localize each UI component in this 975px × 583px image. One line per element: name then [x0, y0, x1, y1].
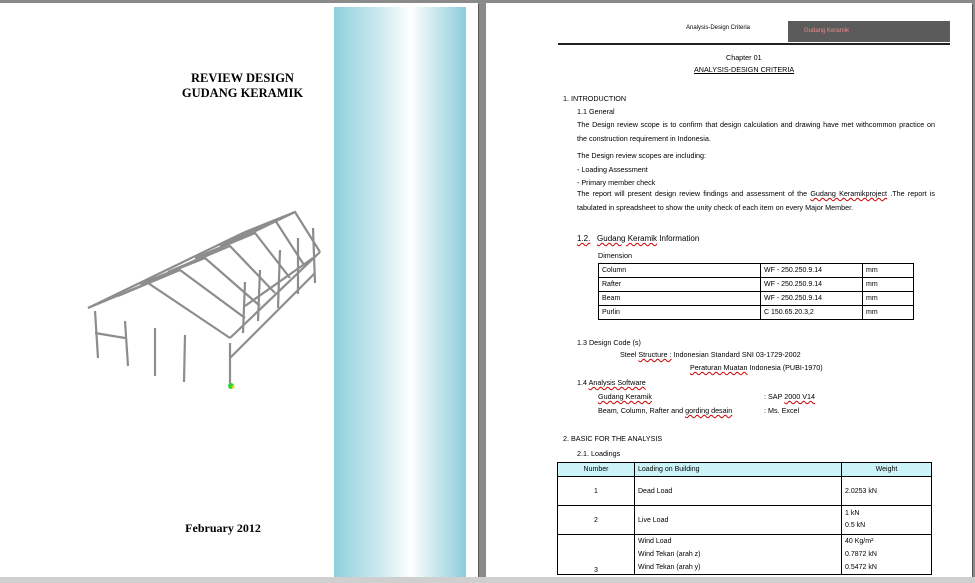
load-weight: 1 kN — [845, 510, 860, 517]
para2-text-b: .The report is tabulated in spreadsheet to show the unity check of each item on every Major Member. — [577, 189, 936, 212]
code-line1-b: Indonesian Standard SNI 03-1729-2002 — [671, 350, 801, 359]
basic-heading: 2. BASIC FOR THE ANALYSIS — [563, 434, 663, 443]
software-row1-label — [598, 392, 652, 401]
table-row — [558, 477, 932, 506]
software-row2-label — [598, 406, 732, 415]
para2-project-name: Gudang Keramikproject — [810, 189, 888, 198]
dim-unit: mm — [863, 264, 914, 278]
dim-unit: mm — [863, 292, 914, 306]
software-row1-version: 2000 V14 — [784, 392, 816, 401]
loadings-table — [557, 462, 932, 575]
dim-name: Beam — [599, 292, 761, 306]
dim-section: WF - 250.250.9.14 — [761, 264, 863, 278]
dim-section: C 150.65.20.3,2 — [761, 306, 863, 320]
intro-heading: 1. INTRODUCTION — [563, 94, 627, 103]
load-weight: 40 Kg/m² — [845, 538, 874, 545]
scopes-intro: The Design review scopes are including: — [577, 151, 707, 160]
scope-item-2: - Primary member check — [577, 178, 656, 187]
info-heading-name: Gudang Keramik — [597, 234, 658, 243]
col-weight-header: Weight — [842, 463, 932, 477]
table-row — [599, 306, 914, 320]
load-number: 3 — [558, 535, 635, 575]
dim-unit: mm — [863, 306, 914, 320]
load-weights — [842, 535, 932, 575]
table-header-row — [558, 463, 932, 477]
cover-title-line1: REVIEW DESIGN — [191, 71, 294, 85]
chapter-number: Chapter 01 — [726, 53, 762, 62]
design-code-line1 — [620, 350, 801, 359]
code-line2-b: Indonesia (PUBI-1970) — [747, 363, 823, 372]
dimension-table — [598, 263, 914, 320]
table-row — [558, 506, 932, 535]
table-row — [599, 264, 914, 278]
cover-title — [180, 71, 305, 101]
load-label: Live Load — [635, 506, 842, 535]
general-para1: The Design review scope is to confirm that design calculation and drawing have met withcommon practice on the construction requirement in Indonesia. — [577, 120, 935, 143]
load-label: Wind Load — [638, 538, 672, 545]
software-heading-title: Analysis Software — [588, 378, 646, 387]
design-code-line2 — [690, 363, 823, 372]
software-row1-name: Gudang Keramik — [598, 392, 652, 401]
content-page — [486, 3, 972, 577]
general-para2 — [577, 187, 935, 215]
load-number: 1 — [558, 477, 635, 506]
header-left: Analysis-Design Criteria — [686, 25, 751, 31]
info-heading-num: 1.2. — [577, 234, 591, 243]
load-weight: 0.5 kN — [845, 522, 866, 529]
dim-name: Rafter — [599, 278, 761, 292]
software-row2-value: : Ms. Excel — [764, 406, 800, 415]
dim-section: WF - 250.250.9.14 — [761, 292, 863, 306]
load-label: Wind Tekan (arah y) — [638, 564, 701, 571]
col-number-header: Number — [558, 463, 635, 477]
load-weight: 0.7872 kN — [845, 551, 877, 558]
load-weights — [842, 506, 932, 535]
software-heading-num: 1.4 — [577, 378, 589, 387]
dim-name: Purlin — [599, 306, 761, 320]
software-heading — [577, 378, 646, 387]
scope-item-1: - Loading Assessment — [577, 165, 648, 174]
code-line2-pubi: Peraturan Muatan — [690, 363, 748, 372]
para2-text-a: The report will present design review findings and assessment of the — [577, 189, 811, 198]
table-row — [599, 292, 914, 306]
steel-structure-3d-model — [80, 208, 330, 403]
table-row — [558, 535, 932, 575]
cover-gradient-strip — [334, 7, 466, 577]
info-heading-rest: Information — [657, 234, 700, 243]
chapter-title: ANALYSIS-DESIGN CRITERIA — [694, 65, 795, 74]
load-weight: 0.5472 kN — [845, 564, 877, 571]
dim-unit: mm — [863, 278, 914, 292]
software-row2-gording: gording desain — [685, 406, 733, 415]
cover-title-line2: GUDANG KERAMIK — [181, 86, 304, 100]
horizontal-scrollbar[interactable] — [0, 577, 975, 583]
load-number: 2 — [558, 506, 635, 535]
load-labels — [635, 535, 842, 575]
dim-name: Column — [599, 264, 761, 278]
col-loading-header: Loading on Building — [635, 463, 842, 477]
load-weight: 2.0253 kN — [842, 477, 932, 506]
info-heading — [577, 234, 699, 243]
software-row1-value-a: : SAP — [764, 392, 785, 401]
load-label: Dead Load — [635, 477, 842, 506]
general-heading: 1.1 General — [577, 107, 615, 116]
code-line1-a: Steel — [620, 350, 639, 359]
header-rule — [558, 43, 950, 45]
header-right: Gudang Keramik — [804, 28, 850, 34]
load-label: Wind Tekan (arah z) — [638, 551, 701, 558]
table-row — [599, 278, 914, 292]
dim-section: WF - 250.250.9.14 — [761, 278, 863, 292]
design-code-heading: 1.3 Design Code (s) — [577, 338, 641, 347]
cover-date: February 2012 — [185, 521, 261, 535]
loadings-heading: 2.1. Loadings — [577, 449, 621, 458]
code-line1-structure: Structure : — [638, 350, 672, 359]
software-row2-label-a: Beam, Column, Rafter and — [598, 406, 686, 415]
dimension-label: Dimension — [598, 251, 632, 260]
software-row1-value — [764, 392, 815, 401]
